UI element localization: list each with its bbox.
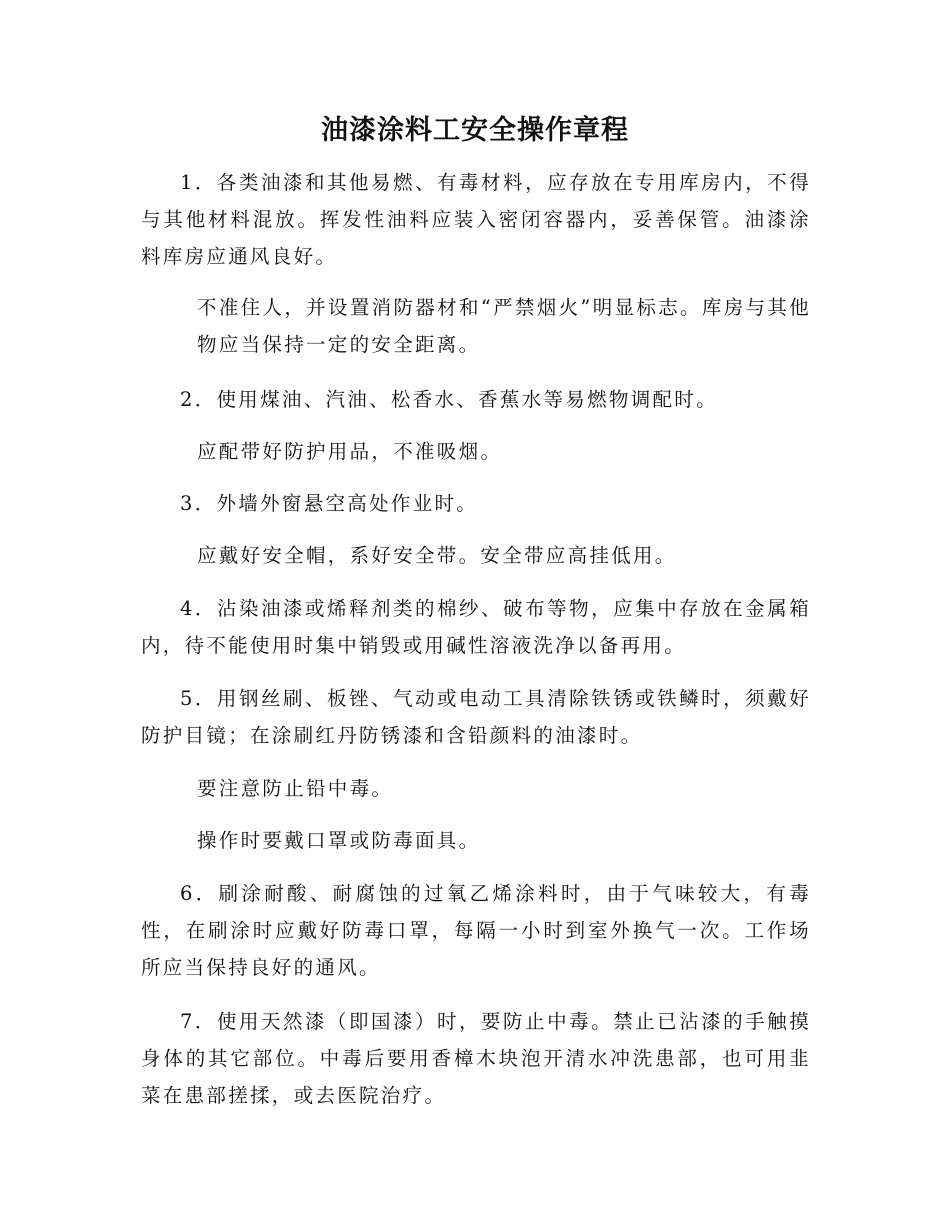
paragraph-rule-3: 3．外墙外窗悬空高处作业时。 <box>180 492 479 515</box>
paragraph-rule-5-continued-a: 要注意防止铅中毒。 <box>197 777 394 800</box>
paragraph-rule-1-continued: 不准住人，并设置消防器材和“严禁烟火”明显标志。库房与其他物应当保持一定的安全距离。 <box>197 296 811 356</box>
paragraph-rule-2-continued: 应配带好防护用品，不准吸烟。 <box>197 440 503 463</box>
paragraph-rule-5-continued-b: 操作时要戴口罩或防毒面具。 <box>197 829 481 852</box>
paragraph-rule-7: 7．使用天然漆（即国漆）时，要防止中毒。禁止已沾漆的手触摸身体的其它部位。中毒后要用香樟木块泡开清水冲洗患部，也可用韭菜在患部搓揉，或去医院治疗。 <box>141 1010 811 1107</box>
document-title: 油漆涂料工安全操作章程 <box>321 115 629 146</box>
paragraph-rule-6: 6．刷涂耐酸、耐腐蚀的过氧乙烯涂料时，由于气味较大，有毒性，在刷涂时应戴好防毒口罩，每隔一小时到室外换气一次。工作场所应当保持良好的通风。 <box>141 882 811 979</box>
paragraph-rule-4: 4．沾染油漆或烯释剂类的棉纱、破布等物，应集中存放在金属箱内，待不能使用时集中销毁或用碱性溶液洗净以备再用。 <box>141 597 811 657</box>
paragraph-rule-1: 1．各类油漆和其他易燃、有毒材料，应存放在专用库房内，不得与其他材料混放。挥发性油料应装入密闭容器内，妥善保管。油漆涂料库房应通风良好。 <box>141 171 811 268</box>
paragraph-rule-2: 2．使用煤油、汽油、松香水、香蕉水等易燃物调配时。 <box>180 388 718 411</box>
paragraph-rule-3-continued: 应戴好安全帽，系好安全带。安全带应高挂低用。 <box>197 544 677 567</box>
paragraph-rule-5: 5．用钢丝刷、板锉、气动或电动工具清除铁锈或铁鳞时，须戴好防护目镜；在涂刷红丹防锈漆和含铅颜料的油漆时。 <box>141 687 811 747</box>
